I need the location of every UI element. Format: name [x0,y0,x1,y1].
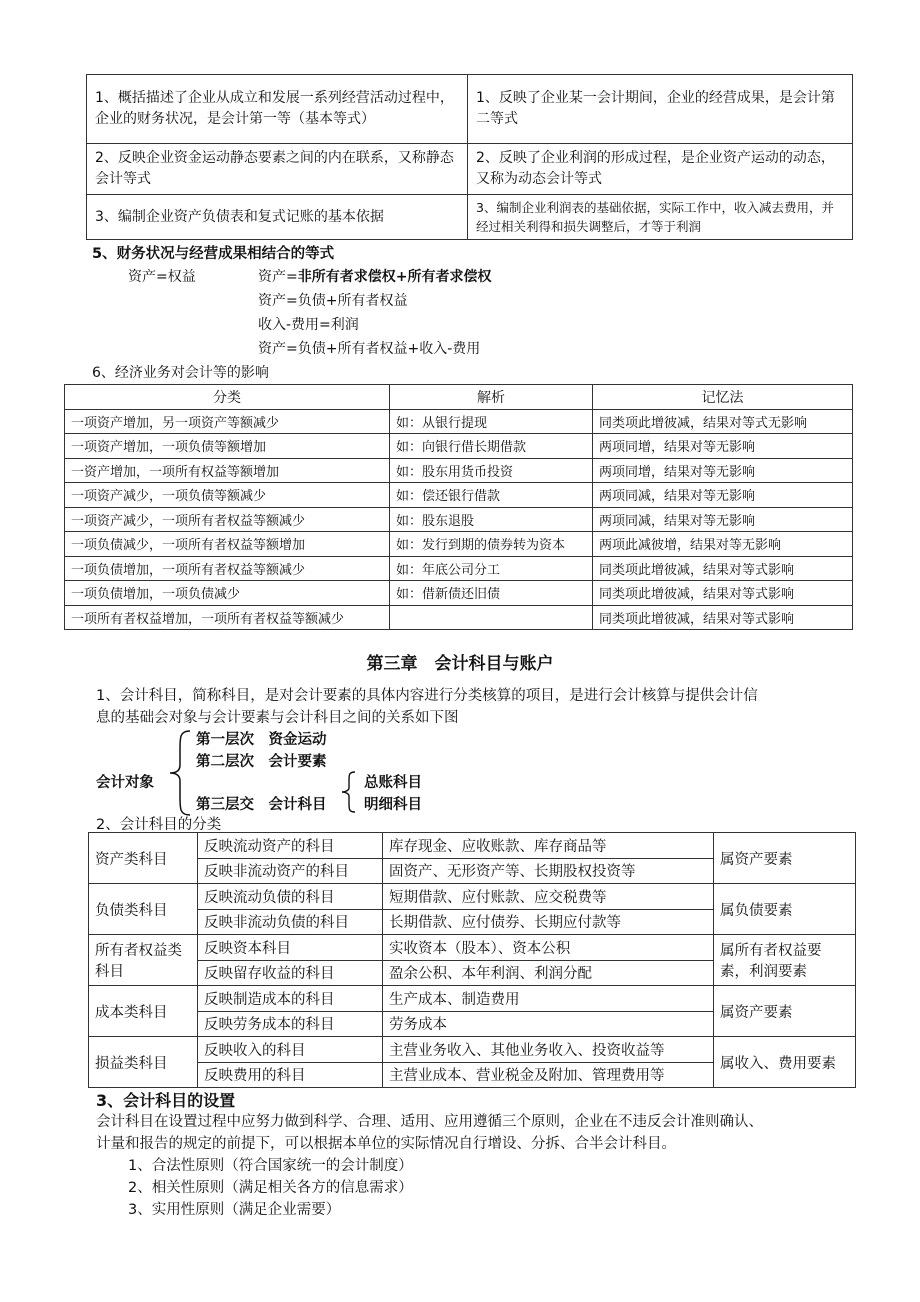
category-cell: 损益类科目 [89,1037,198,1088]
table-row [89,884,856,910]
table-cell: 盈余公积、本年利润、利润分配 [383,960,714,986]
table-cell: 如：从银行提现 [390,409,593,434]
table-cell: 生产成本、制造费用 [383,986,714,1012]
diagram-root: 会计对象 [96,775,154,791]
table-cell: 一资产增加，一项所有权益等额增加 [65,458,390,483]
table-row [89,1037,856,1063]
principle-item: 2、相关性原则（满足相关各方的信息需求） [128,1180,413,1196]
table-cell: 反映资本科目 [198,935,383,961]
table-cell: 一项资产减少，一项所有者权益等额减少 [65,507,390,532]
table-row [89,935,856,961]
table-cell: 如：年底公司分工 [390,556,593,581]
paragraph-line: 1、会计科目，简称科目，是对会计要素的具体内容进行分类核算的项目，是进行会计核算与提供会计信 [96,688,758,704]
table-cell: 反映收入的科目 [198,1037,383,1063]
table-cell: 3、编制企业资产负债表和复式记账的基本依据 [87,195,468,240]
table-cell: 2、反映企业资金运动静态要素之间的内在联系，又称静态会计等式 [87,144,468,195]
table-row [65,458,853,483]
table-cell: 3、编制企业利润表的基础依据，实际工作中，收入减去费用，并经过相关利得和损失调整后，才等于利润 [468,195,853,240]
table-cell: 一项负债增加，一项所有者权益等额减少 [65,556,390,581]
element-cell: 属资产要素 [714,986,856,1037]
table-row [87,195,853,240]
category-cell: 负债类科目 [89,884,198,935]
table-row [65,581,853,606]
table-cell: 一项资产增加，一项负债等额增加 [65,434,390,459]
table-cell: 反映流动负债的科目 [198,884,383,910]
table-cell: 两项同增，结果对等无影响 [593,458,853,483]
table-cell [390,605,593,630]
table-cell: 主营业务收入、其他业务收入、投资收益等 [383,1037,714,1063]
diagram-sub-1: 总账科目 [364,775,422,791]
business-effect-table [64,384,853,630]
equation-line-1 [258,266,491,286]
table-cell: 2、反映了企业利润的形成过程，是企业资产运动的动态，又称为动态会计等式 [468,144,853,195]
table-row [89,986,856,1012]
table-cell: 一项负债增加，一项负债减少 [65,581,390,606]
table-cell: 两项此减彼增，结果对等无影响 [593,532,853,557]
element-cell: 属资产要素 [714,833,856,884]
table-cell: 1、概括描述了企业从成立和发展一系列经营活动过程中，企业的财务状况，是会计第一等（基本等式） [87,75,468,144]
equation-line-2: 资产=负债+所有者权益 [258,293,408,309]
table-row [65,434,853,459]
table-row [87,144,853,195]
table-row [65,556,853,581]
table-cell: 一项所有者权益增加，一项所有者权益等额减少 [65,605,390,630]
table-cell: 反映留存收益的科目 [198,960,383,986]
equation-comparison-table [86,74,853,240]
table-cell: 两项同减，结果对等无影响 [593,483,853,508]
account-classification-table [88,832,856,1088]
table-cell: 反映劳务成本的科目 [198,1011,383,1037]
element-cell: 属所有者权益要素，利润要素 [714,935,856,986]
paragraph-line: 2、会计科目的分类 [96,817,222,833]
principle-item: 3、实用性原则（满足企业需要） [128,1202,341,1218]
table-cell: 同类项此增彼减，结果对等式无影响 [593,409,853,434]
element-cell: 属负债要素 [714,884,856,935]
table-cell: 实收资本（股本）、资本公积 [383,935,714,961]
table-cell: 主营业成本、营业税金及附加、管理费用等 [383,1062,714,1088]
table-cell: 反映制造成本的科目 [198,986,383,1012]
table-cell: 固资产、无形资产等、长期股权投资等 [383,858,714,884]
table-header-row [65,385,853,410]
diagram-level-2: 第二层次 会计要素 [196,754,327,770]
diagram-sub-2: 明细科目 [364,797,422,813]
table-cell: 如：股东用货币投资 [390,458,593,483]
table-cell: 长期借款、应付债券、长期应付款等 [383,909,714,935]
section-3-title: 3、会计科目的设置 [96,1091,236,1110]
table-cell: 两项同减，结果对等无影响 [593,507,853,532]
table-cell: 反映非流动负债的科目 [198,909,383,935]
table-row [65,483,853,508]
paragraph-line: 计量和报告的规定的前提下，可以根据本单位的实际情况自行增设、分拆、合半会计科目。 [96,1136,676,1152]
paragraph-line: 息的基础会对象与会计要素与会计科目之间的关系如下图 [96,710,459,726]
table-cell: 同类项此增彼减，结果对等式影响 [593,581,853,606]
table-row [65,605,853,630]
table-cell: 反映非流动资产的科目 [198,858,383,884]
diagram-level-3: 第三层交 会计科目 [196,797,327,813]
table-cell: 同类项此增彼减，结果对等式影响 [593,556,853,581]
table-cell: 一项负债减少，一项所有者权益等额增加 [65,532,390,557]
principle-item: 1、合法性原则（符合国家统一的会计制度） [128,1158,413,1174]
table-cell: 一项资产增加，另一项资产等额减少 [65,409,390,434]
diagram-level-1: 第一层次 资金运动 [196,732,327,748]
table-cell: 如：向银行借长期借款 [390,434,593,459]
table-row [87,75,853,144]
category-cell: 资产类科目 [89,833,198,884]
table-cell: 库存现金、应收账款、库存商品等 [383,833,714,859]
table-cell: 如：发行到期的债券转为资本 [390,532,593,557]
table-cell: 劳务成本 [383,1011,714,1037]
table-cell: 1、反映了企业某一会计期间，企业的经营成果，是会计第二等式 [468,75,853,144]
category-cell: 所有者权益类科目 [89,935,198,986]
table-cell: 同类项此增彼减，结果对等式影响 [593,605,853,630]
column-header: 记忆法 [593,385,853,410]
equation-prefix: 资产= [258,269,298,285]
table-cell: 如：股东退股 [390,507,593,532]
table-cell: 反映费用的科目 [198,1062,383,1088]
equation-line-3: 收入-费用=利润 [258,317,359,333]
section-6-title: 6、经济业务对会计等的影响 [92,365,269,381]
table-row [65,507,853,532]
table-cell: 如：借新债还旧债 [390,581,593,606]
table-cell: 反映流动资产的科目 [198,833,383,859]
big-brace-icon [168,729,194,817]
section-5-title: 5、财务状况与经营成果相结合的等式 [92,246,335,262]
table-row [65,409,853,434]
table-row [89,833,856,859]
small-brace-icon [340,770,358,814]
table-cell: 如：偿还银行借款 [390,483,593,508]
equation-bold-part: 非所有者求偿权+所有者求偿权 [297,269,492,285]
column-header: 分类 [65,385,390,410]
table-cell: 一项资产减少，一项负债等额减少 [65,483,390,508]
equation-left-label: 资产=权益 [128,269,196,285]
table-cell: 短期借款、应付账款、应交税费等 [383,884,714,910]
paragraph-line: 会计科目在设置过程中应努力做到科学、合理、适用、应用遵循三个原则，企业在不违反会计准则确认、 [96,1114,763,1130]
column-header: 解析 [390,385,593,410]
category-cell: 成本类科目 [89,986,198,1037]
table-cell: 两项同增，结果对等无影响 [593,434,853,459]
table-row [65,532,853,557]
element-cell: 属收入、费用要素 [714,1037,856,1088]
chapter-title: 第三章 会计科目与账户 [366,654,554,674]
equation-line-4: 资产=负债+所有者权益+收入-费用 [258,341,481,357]
